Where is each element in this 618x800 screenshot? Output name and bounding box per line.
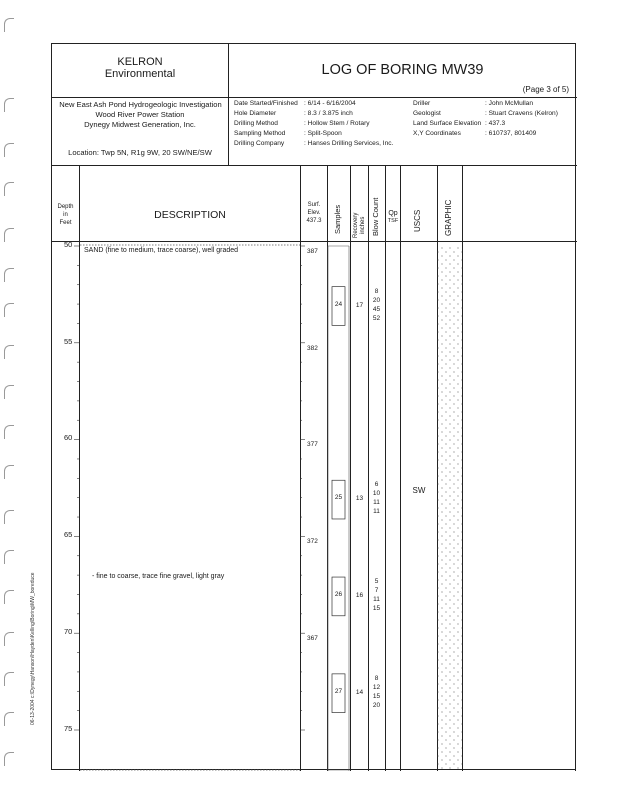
recovery-header: inches [360,216,366,234]
depth-header: in [63,212,68,218]
info-value: : Stuart Cravens (Kelron) [485,110,558,117]
sample-number: 26 [334,591,343,598]
sample-number: 27 [334,688,343,695]
blow-count-header: Blow Count [371,197,380,236]
binder-ring-icon [4,385,14,399]
elevation-header: Elev. [307,210,321,216]
depth-tick-label: 65 [64,530,73,539]
info-label: Sampling Method [234,130,286,137]
project-location: Location: Twp 5N, R1g 9W, 20 SW/NE/SW [68,148,212,157]
qp-header: Qp [388,210,398,217]
binder-ring-icon [4,672,14,686]
boring-log-body [52,242,577,771]
depth-header: Depth [57,204,74,210]
blow-count: 11 [373,499,380,506]
company-subtitle: Environmental [104,68,176,80]
blow-count: 20 [372,702,381,709]
info-value: : 6/14 - 6/16/2004 [304,100,356,107]
recovery-value: 13 [355,495,364,502]
binder-ring-icon [4,465,14,479]
blow-count: 8 [374,675,379,682]
binder-ring-icon [4,268,14,282]
company-name: KELRON [117,56,163,68]
recovery-value: 17 [355,302,364,309]
uscs-classification: SW [412,486,426,495]
binder-ring-icon [4,18,14,32]
depth-header: Feet [59,220,72,226]
info-value: : Split-Spoon [304,130,342,137]
page-number: (Page 3 of 5) [522,85,569,94]
depth-tick-label: 60 [64,433,73,442]
info-label: Driller [413,100,431,107]
qp-header: TSF [387,218,399,224]
sample-number: 25 [334,494,343,501]
binder-ring-icon [4,632,14,646]
binder-ring-icon [4,228,14,242]
info-label: Land Surface Elevation [413,120,482,127]
binder-ring-icon [4,98,14,112]
elevation-tick-label: 387 [307,248,318,255]
elevation-tick-label: 367 [307,635,318,642]
depth-tick-label: 75 [64,724,73,733]
blow-count: 6 [374,481,379,488]
project-site: Wood River Power Station [95,110,185,119]
blow-count: 12 [372,684,381,691]
blow-count: 52 [372,315,381,322]
blow-count: 45 [372,306,381,313]
info-value: : Hollow Stem / Rotary [304,120,370,127]
info-value: : 8.3 / 3.875 inch [304,110,353,117]
project-name: New East Ash Pond Hydrogeologic Investigation [59,100,222,109]
binder-ring-icon [4,752,14,766]
binder-ring-icon [4,550,14,564]
soil-description: SAND (fine to medium, trace coarse), well graded [84,247,239,254]
binder-ring-icon [4,712,14,726]
recovery-header: Recovery [353,212,359,238]
samples-header: Samples [333,204,342,234]
binder-ring-icon [4,510,14,524]
binder-ring-icon [4,425,14,439]
elevation-header: 437.3 [306,218,322,224]
blow-count: 20 [372,297,381,304]
info-label: Drilling Method [234,120,278,127]
info-value: : Hanses Drilling Services, Inc. [304,140,394,147]
depth-tick-label: 70 [64,627,73,636]
description-header: DESCRIPTION [154,209,226,221]
blow-count: 8 [374,288,379,295]
elevation-tick-label: 372 [307,538,318,545]
info-label: Drilling Company [234,140,285,147]
boring-log-sheet [51,43,576,770]
uscs-header: USCS [413,209,422,232]
blow-count: 15 [372,693,381,700]
info-value: : 610737, 801409 [485,130,537,137]
sample-number: 24 [334,301,343,308]
info-label: Date Started/Finished [234,100,298,107]
page-title: LOG OF BORING MW39 [321,62,484,78]
graphic-sand-fill [437,246,462,771]
blow-count: 7 [374,587,379,594]
binder-ring-icon [4,345,14,359]
elevation-tick-label: 377 [307,441,318,448]
elevation-tick-label: 382 [307,345,318,352]
depth-tick-label: 55 [64,337,73,346]
elevation-header: Surf. [307,202,321,208]
info-value: : 437.3 [485,120,506,127]
binder-ring-icon [4,182,14,196]
blow-count: 10 [372,490,381,497]
binder-ring-icon [4,590,14,604]
blow-count: 11 [373,596,380,603]
recovery-value: 14 [355,689,364,696]
info-label: X,Y Coordinates [413,130,461,137]
project-client: Dynegy Midwest Generation, Inc. [84,120,196,129]
info-label: Hole Diameter [234,110,277,117]
blow-count: 11 [373,508,380,515]
info-label: Geologist [413,110,441,117]
blow-count: 15 [372,605,381,612]
graphic-header: GRAPHIC [444,199,453,236]
recovery-value: 16 [355,592,364,599]
binder-ring-icon [4,303,14,317]
soil-description: - fine to coarse, trace fine gravel, light gray [92,573,225,580]
file-path-stamp: 06-13-2004 c:\Dynegy\Hanson\Hayden\Kelling\Boring\MW_boreduce [30,572,36,725]
info-value: : John McMullan [485,100,534,107]
binder-ring-icon [4,143,14,157]
depth-tick-label: 50 [64,240,73,249]
blow-count: 5 [374,578,379,585]
